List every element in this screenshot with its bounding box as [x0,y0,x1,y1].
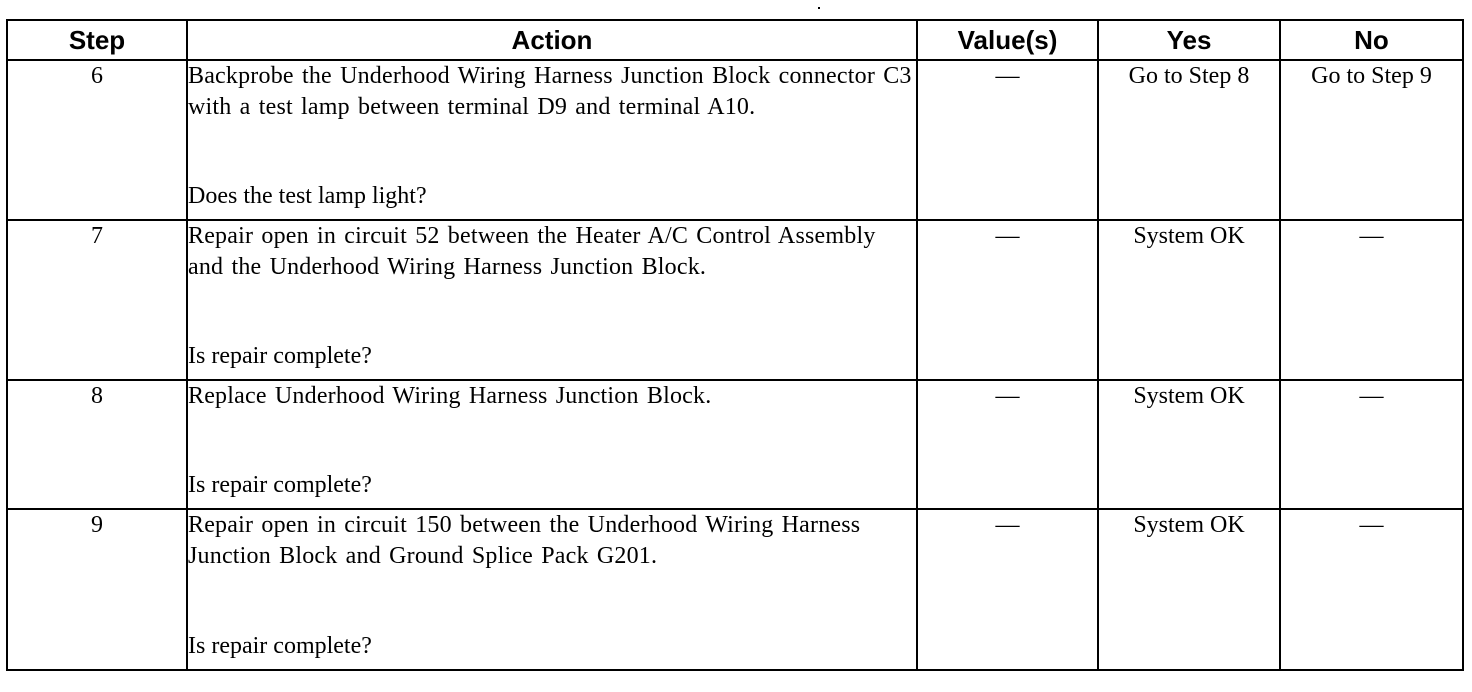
action-question: Is repair complete? [188,472,372,498]
action-cell [187,60,917,220]
action-text: Replace Underhood Wiring Harness Junction Block. [188,383,712,409]
action-question: Is repair complete? [188,633,372,659]
header-action: Action [187,20,917,60]
step-number: 9 [7,509,187,670]
yes-cell: System OK [1098,220,1280,380]
stray-dot [818,7,820,9]
table-row [7,509,1463,670]
yes-cell: Go to Step 8 [1098,60,1280,220]
action-text: Repair open in circuit 52 between the Heater A/C Control Assembly and the Underhood Wiring Harness Junction Block. [188,223,876,280]
action-cell [187,380,917,509]
value-cell: — [917,380,1098,509]
header-step: Step [7,20,187,60]
value-cell: — [917,509,1098,670]
action-cell [187,509,917,670]
step-number: 6 [7,60,187,220]
step-number: 8 [7,380,187,509]
table-row [7,380,1463,509]
table-row [7,220,1463,380]
header-row [7,20,1463,60]
action-cell [187,220,917,380]
diagnostic-table [6,19,1464,671]
yes-cell: System OK [1098,509,1280,670]
step-number: 7 [7,220,187,380]
no-cell: — [1280,380,1463,509]
header-values: Value(s) [917,20,1098,60]
table-row [7,60,1463,220]
yes-cell: System OK [1098,380,1280,509]
action-question: Does the test lamp light? [188,183,427,209]
header-no: No [1280,20,1463,60]
header-yes: Yes [1098,20,1280,60]
value-cell: — [917,60,1098,220]
no-cell: — [1280,509,1463,670]
no-cell: Go to Step 9 [1280,60,1463,220]
action-text: Backprobe the Underhood Wiring Harness Junction Block connector C3 with a test lamp between terminal D9 and terminal A10. [188,63,912,120]
no-cell: — [1280,220,1463,380]
value-cell: — [917,220,1098,380]
action-question: Is repair complete? [188,343,372,369]
action-text: Repair open in circuit 150 between the Underhood Wiring Harness Junction Block and Ground Splice Pack G201. [188,512,861,569]
